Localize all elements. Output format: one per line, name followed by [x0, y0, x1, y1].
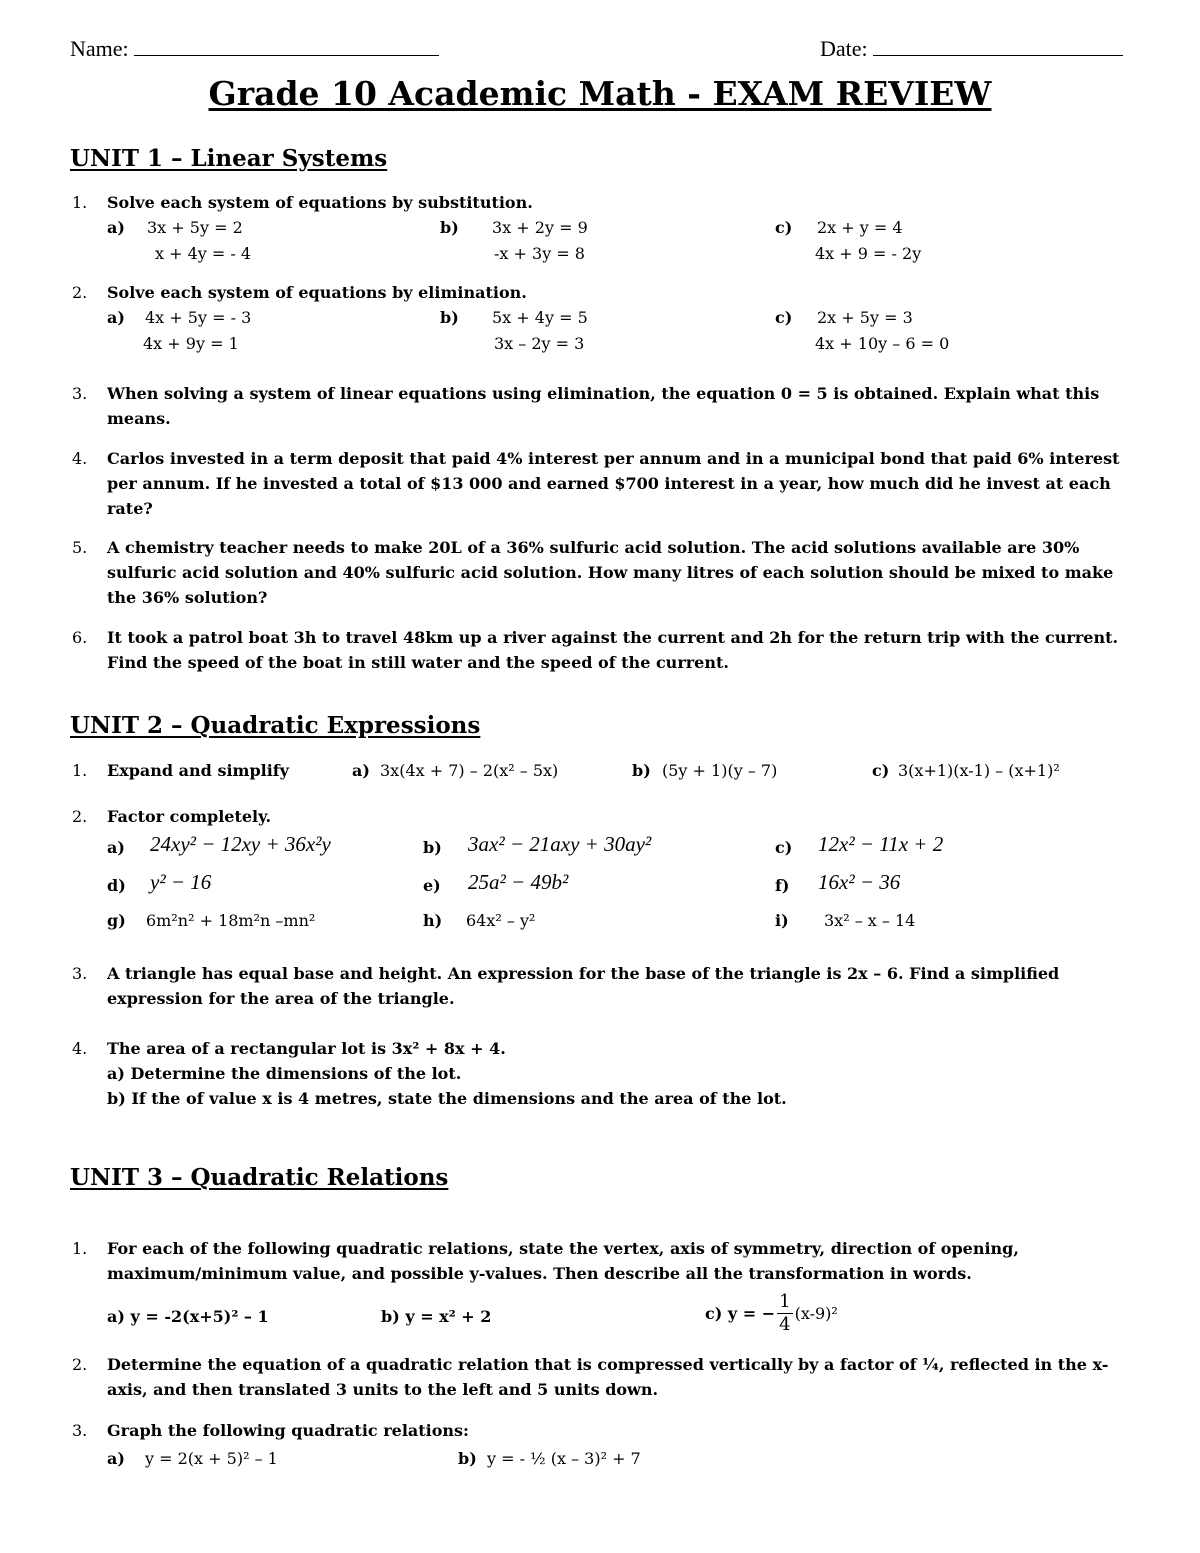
u3-q2-text: Determine the equation of a quadratic relation that is compressed vertically by a factor of ¼, reflected in the x-axis, and then translated 3 units to the left and 5 units down.	[107, 1355, 1109, 1399]
u2-q2-a-label: a)	[107, 838, 125, 857]
u1-q1-a-eq2: x + 4y = - 4	[155, 244, 252, 263]
u1-q2-c-eq1: 2x + 5y = 3	[817, 308, 913, 327]
u1-q1-a-eq1: 3x + 5y = 2	[147, 218, 243, 237]
date-field	[820, 36, 1123, 62]
u2-q1-c-label: c)	[872, 761, 890, 780]
u1-q1-b-eq1: 3x + 2y = 9	[492, 218, 588, 237]
u1-q2-b-label: b)	[440, 308, 459, 327]
u1-q1-b-eq2: -x + 3y = 8	[494, 244, 585, 263]
u2-q1-c-expr: 3(x+1)(x-1) – (x+1)²	[898, 761, 1060, 780]
u1-q2-text: Solve each system of equations by elimination.	[107, 283, 527, 302]
u3-q1-c-numerator: 1	[779, 1291, 791, 1312]
u3-q1-number: 1.	[72, 1239, 88, 1258]
name-field	[70, 36, 439, 62]
u2-q2-i-label: i)	[775, 911, 789, 930]
u3-q1-b: b) y = x² + 2	[381, 1307, 492, 1326]
u2-q1-a-label: a)	[352, 761, 370, 780]
u2-q2-f-label: f)	[775, 876, 790, 895]
u1-q1-c-eq1: 2x + y = 4	[817, 218, 903, 237]
u2-q2-text: Factor completely.	[107, 807, 272, 826]
u1-q2-a-label: a)	[107, 308, 125, 327]
u1-q5-text: A chemistry teacher needs to make 20L of a 36% sulfuric acid solution. The acid solutions available are 30% sulfuric acid solution and 40% sulfuric acid solution. How many litres of each solution should be mixed to make the 36% solution?	[107, 538, 1114, 607]
unit1-heading: UNIT 1 – Linear Systems	[70, 145, 388, 172]
u2-q2-f-expr: 16x² − 36	[818, 870, 901, 894]
u3-q3-a-expr: y = 2(x + 5)² – 1	[145, 1449, 278, 1468]
u2-q2-g-expr: 6m²n² + 18m²n –mn²	[146, 911, 316, 930]
u1-q6-text: It took a patrol boat 3h to travel 48km up a river against the current and 2h for the return trip with the current. Find the speed of the boat in still water and the speed of the current.	[107, 628, 1119, 672]
u2-q1-b-label: b)	[632, 761, 651, 780]
u1-q1-text: Solve each system of equations by substitution.	[107, 193, 533, 212]
u2-q2-c-label: c)	[775, 838, 793, 857]
u2-q2-d-label: d)	[107, 876, 126, 895]
u2-q4-a: a) Determine the dimensions of the lot.	[107, 1064, 462, 1083]
u1-q1-c-label: c)	[775, 218, 793, 237]
u2-q1-text: Expand and simplify	[107, 761, 289, 780]
unit2-heading: UNIT 2 – Quadratic Expressions	[70, 712, 481, 739]
unit3-heading: UNIT 3 – Quadratic Relations	[70, 1164, 449, 1191]
u2-q2-d-expr: y² − 16	[150, 870, 212, 894]
u1-q4-number: 4.	[72, 449, 88, 468]
u1-q2-c-label: c)	[775, 308, 793, 327]
date-blank[interactable]	[873, 55, 1123, 56]
u3-q3-b-label: b)	[458, 1449, 477, 1468]
u2-q2-c-expr: 12x² − 11x + 2	[818, 832, 944, 856]
u1-q2-c-eq2: 4x + 10y – 6 = 0	[815, 334, 950, 353]
u1-q3-number: 3.	[72, 384, 88, 403]
u2-q2-h-expr: 64x² – y²	[466, 911, 536, 930]
u1-q2-a-eq2: 4x + 9y = 1	[143, 334, 239, 353]
u2-q1-b-expr: (5y + 1)(y – 7)	[662, 761, 778, 780]
u2-q2-e-label: e)	[423, 876, 441, 895]
page-title: Grade 10 Academic Math - EXAM REVIEW	[208, 74, 992, 113]
u2-q1-a-expr: 3x(4x + 7) – 2(x² – 5x)	[380, 761, 559, 780]
u2-q2-g-label: g)	[107, 911, 126, 930]
u2-q2-a-expr: 24xy² − 12xy + 36x²y	[150, 832, 331, 856]
u2-q2-i-expr: 3x² – x – 14	[824, 911, 916, 930]
u2-q2-number: 2.	[72, 807, 88, 826]
u2-q2-b-expr: 3ax² − 21axy + 30ay²	[468, 832, 652, 856]
u1-q1-number: 1.	[72, 193, 88, 212]
u1-q3-text: When solving a system of linear equations using elimination, the equation 0 = 5 is obtained. Explain what this means.	[107, 384, 1100, 428]
u1-q5-number: 5.	[72, 538, 88, 557]
u2-q4-b: b) If the of value x is 4 metres, state the dimensions and the area of the lot.	[107, 1089, 787, 1108]
u1-q2-a-eq1: 4x + 5y = - 3	[145, 308, 252, 327]
u3-q1-c	[705, 1291, 838, 1336]
u1-q4-text: Carlos invested in a term deposit that paid 4% interest per annum and in a municipal bond that paid 6% interest per annum. If he invested a total of $13 000 and earned $700 interest in a year, how much did he invest at each rate?	[107, 449, 1120, 518]
u2-q3-number: 3.	[72, 964, 88, 983]
u2-q2-e-expr: 25a² − 49b²	[468, 870, 569, 894]
u3-q1-a: a) y = -2(x+5)² – 1	[107, 1307, 269, 1326]
u1-q2-b-eq2: 3x – 2y = 3	[494, 334, 585, 353]
name-label: Name:	[70, 36, 129, 61]
u2-q3-text: A triangle has equal base and height. An expression for the base of the triangle is 2x – 6. Find a simplified expression for the area of the triangle.	[107, 964, 1060, 1008]
u3-q3-b-expr: y = - ½ (x – 3)² + 7	[487, 1449, 641, 1468]
u3-q1-c-rest: (x-9)²	[794, 1304, 838, 1323]
u1-q2-b-eq1: 5x + 4y = 5	[492, 308, 588, 327]
u3-q2-number: 2.	[72, 1355, 88, 1374]
u3-q3-text: Graph the following quadratic relations:	[107, 1421, 469, 1440]
date-label: Date:	[820, 36, 868, 61]
u3-q3-a-label: a)	[107, 1449, 125, 1468]
u1-q2-number: 2.	[72, 283, 88, 302]
u2-q4-number: 4.	[72, 1039, 88, 1058]
u2-q2-b-label: b)	[423, 838, 442, 857]
u1-q1-c-eq2: 4x + 9 = - 2y	[815, 244, 922, 263]
u3-q1-c-fraction	[777, 1291, 792, 1336]
u2-q4-text: The area of a rectangular lot is 3x² + 8x + 4.	[107, 1039, 506, 1058]
u1-q6-number: 6.	[72, 628, 88, 647]
u3-q1-c-denominator: 4	[779, 1314, 791, 1335]
u3-q1-c-label: c) y = −	[705, 1304, 776, 1323]
u3-q1-text: For each of the following quadratic relations, state the vertex, axis of symmetry, direction of opening, maximum/minimum value, and possible y-values. Then describe all the transformation in words.	[107, 1239, 1019, 1283]
u1-q1-b-label: b)	[440, 218, 459, 237]
u2-q1-number: 1.	[72, 761, 88, 780]
u1-q1-a-label: a)	[107, 218, 125, 237]
u2-q2-h-label: h)	[423, 911, 443, 930]
name-blank[interactable]	[134, 55, 439, 56]
u3-q3-number: 3.	[72, 1421, 88, 1440]
